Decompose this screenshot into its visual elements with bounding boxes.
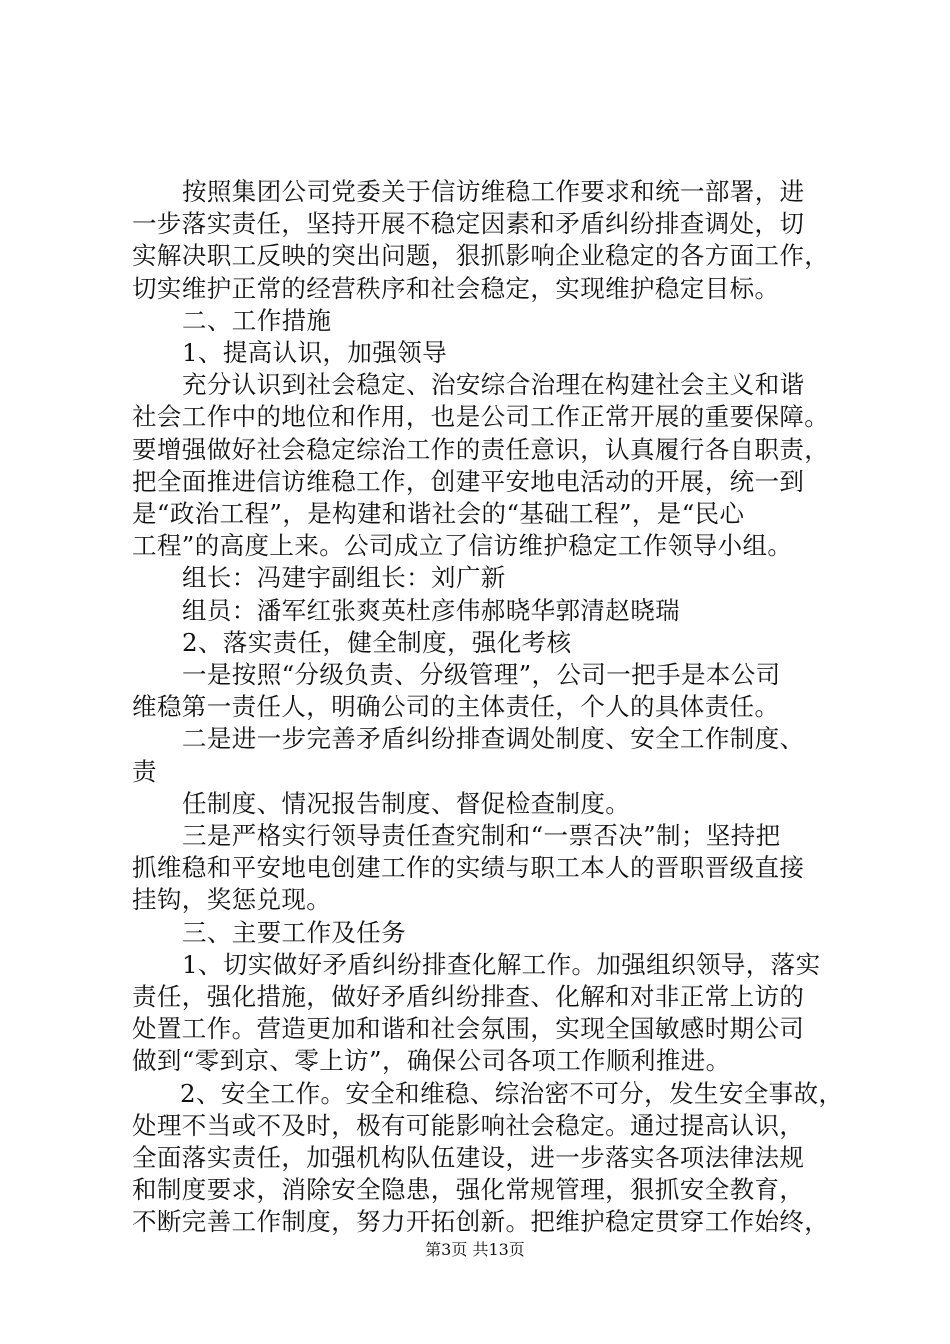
text-line: 组长：冯建宇副组长：刘广新 — [182, 563, 506, 593]
text-line: 二是进一步完善矛盾纠纷排查调处制度、安全工作制度、 — [182, 724, 805, 754]
text-line: 切实维护正常的经营秩序和社会稳定，实现维护稳定目标。 — [132, 273, 780, 303]
text-line: 按照集团公司党委关于信访维稳工作要求和统一部署，进 — [182, 177, 805, 206]
text-line: 实解决职工反映的突出问题，狠抓影响企业稳定的各方面工作， — [132, 241, 830, 271]
text-line: 要增强做好社会稳定综治工作的责任意识，认真履行各自职责， — [132, 434, 830, 464]
text-line: 任制度、情况报告制度、督促检查制度。 — [182, 788, 631, 818]
text-line: 维稳第一责任人，明确公司的主体责任，个人的具体责任。 — [132, 692, 780, 722]
text-line: 处置工作。营造更加和谐和社会氛围，实现全国敏感时期公司 — [132, 1014, 805, 1044]
section-heading: 三、主要工作及任务 — [182, 917, 407, 947]
text-line: 把全面推进信访维稳工作，创建平安地电活动的开展，统一到 — [132, 466, 805, 496]
text-line: 抓维稳和平安地电创建工作的实绩与职工本人的晋职晋级直接 — [132, 853, 805, 883]
text-line: 社会工作中的地位和作用，也是公司工作正常开展的重要保障。 — [132, 402, 830, 432]
text-line: 做到“零到京、零上访”，确保公司各项工作顺利推进。 — [132, 1046, 731, 1076]
text-line: 工程”的高度上来。公司成立了信访维护稳定工作领导小组。 — [132, 531, 793, 561]
text-line: 责任，强化措施，做好矛盾纠纷排查、化解和对非正常上访的 — [132, 982, 805, 1011]
text-line: 全面落实责任，加强机构队伍建设，进一步落实各项法律法规 — [132, 1143, 805, 1172]
section-heading: 二、工作措施 — [182, 305, 332, 335]
subsection-heading: 2、落实责任，健全制度，强化考核 — [182, 627, 572, 657]
text-line: 责 — [132, 756, 157, 786]
page-number: 第3页 共13页 — [425, 1240, 525, 1259]
subsection-heading: 1、提高认识，加强领导 — [182, 338, 447, 367]
text-line: 不断完善工作制度，努力开拓创新。把维护稳定贯穿工作始终， — [132, 1207, 830, 1237]
text-line: 处理不当或不及时，极有可能影响社会稳定。通过提高认识， — [132, 1110, 805, 1140]
text-line: 一是按照“分级负责、分级管理”，公司一把手是本公司 — [182, 660, 781, 689]
text-line: 挂钩，奖惩兑现。 — [132, 885, 332, 915]
text-line: 充分认识到社会稳定、治安综合治理在构建社会主义和谐 — [182, 370, 805, 400]
text-line: 组员：潘军红张爽英杜彦伟郝晓华郭清赵晓瑞 — [182, 595, 680, 625]
text-line: 1、切实做好矛盾纠纷排查化解工作。加强组织领导，落实 — [182, 949, 821, 979]
text-line: 一步落实责任，坚持开展不稳定因素和矛盾纠纷排查调处，切 — [132, 209, 805, 239]
text-line: 2、安全工作。安全和维稳、综治密不可分，发生安全事故， — [180, 1078, 844, 1108]
text-line: 是“政治工程”，是构建和谐社会的“基础工程”，是“民心 — [132, 499, 745, 528]
text-line: 和制度要求，消除安全隐患，强化常规管理，狠抓安全教育， — [132, 1175, 805, 1205]
text-line: 三是严格实行领导责任查究制和“一票否决”制；坚持把 — [182, 821, 781, 850]
